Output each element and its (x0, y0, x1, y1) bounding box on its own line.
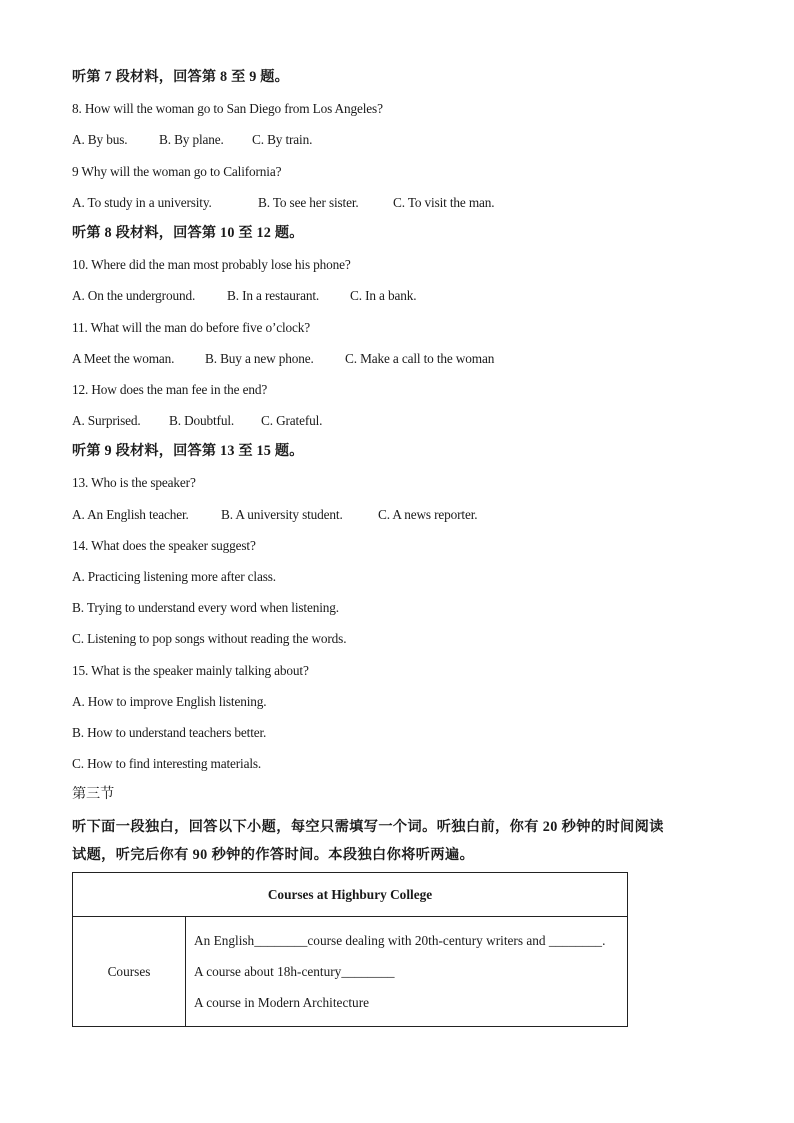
question-8-options (72, 124, 732, 155)
table-row-label: Courses (73, 917, 186, 1027)
section-heading-9: 听第 9 段材料，回答第 13 至 15 题。 (72, 443, 304, 460)
option-a: A. On the underground. (72, 288, 196, 304)
option-c: C. By train. (252, 132, 313, 148)
question-13: 13. Who is the speaker? (72, 475, 196, 491)
course-item: An English________course dealing with 20th-century writers and ________. (194, 933, 606, 948)
option-c: C. A news reporter. (378, 506, 478, 522)
option-b: B. To see her sister. (258, 194, 359, 210)
exam-page (72, 62, 732, 869)
instructions-line-1: 听下面一段独白，回答以下小题，每空只需填写一个词。听独白前，你有 20 秒钟的时间阅读 (72, 818, 664, 835)
instructions-line-2: 试题，听完后你有 90 秒钟的作答时间。本段独白你将听两遍。 (72, 846, 475, 863)
option-b: B. How to understand teachers better. (72, 724, 267, 740)
part-3-title: 第三节 (72, 786, 115, 803)
section-heading-8: 听第 8 段材料，回答第 10 至 12 题。 (72, 224, 304, 241)
option-c: C. Make a call to the woman (345, 350, 495, 366)
option-b: B. In a restaurant. (227, 288, 320, 304)
question-14: 14. What does the speaker suggest? (72, 537, 256, 553)
option-c: C. Grateful. (261, 413, 323, 429)
part-3-instructions (72, 813, 732, 869)
option-b: B. Trying to understand every word when listening. (72, 600, 339, 616)
question-12-options (72, 405, 732, 436)
option-c: C. Listening to pop songs without reading the words. (72, 631, 347, 647)
option-a: A. Surprised. (72, 413, 141, 429)
table-title: Courses at Highbury College (73, 873, 628, 917)
courses-table (72, 872, 628, 1027)
question-8: 8. How will the woman go to San Diego from Los Angeles? (72, 101, 383, 117)
option-c: C. To visit the man. (393, 194, 495, 210)
question-15: 15. What is the speaker mainly talking about? (72, 662, 309, 678)
option-a: A. How to improve English listening. (72, 693, 267, 709)
option-b: B. Doubtful. (169, 413, 235, 429)
option-a: A. To study in a university. (72, 194, 212, 210)
option-a: A. An English teacher. (72, 506, 189, 522)
option-a: A. Practicing listening more after class. (72, 569, 276, 584)
option-b: B. By plane. (159, 132, 224, 148)
question-12: 12. How does the man fee in the end? (72, 381, 268, 397)
option-a: A Meet the woman. (72, 350, 175, 366)
option-c: C. How to find interesting materials. (72, 756, 262, 772)
section-heading-7: 听第 7 段材料，回答第 8 至 9 题。 (72, 69, 290, 85)
question-9: 9 Why will the woman go to California? (72, 163, 282, 179)
question-10-options (72, 280, 732, 311)
question-13-options (72, 499, 732, 530)
option-a: A. By bus. (72, 132, 128, 148)
option-c: C. In a bank. (350, 288, 417, 304)
option-b: B. A university student. (221, 506, 343, 522)
question-9-options (72, 187, 732, 218)
option-b: B. Buy a new phone. (205, 350, 314, 366)
question-11-options (72, 343, 732, 374)
question-11: 11. What will the man do before five o’clock? (72, 319, 311, 335)
table-course-list (186, 917, 628, 1027)
course-item: A course in Modern Architecture (194, 995, 370, 1010)
question-10: 10. Where did the man most probably lose his phone? (72, 257, 351, 273)
course-item: A course about 18h-century________ (194, 964, 395, 979)
